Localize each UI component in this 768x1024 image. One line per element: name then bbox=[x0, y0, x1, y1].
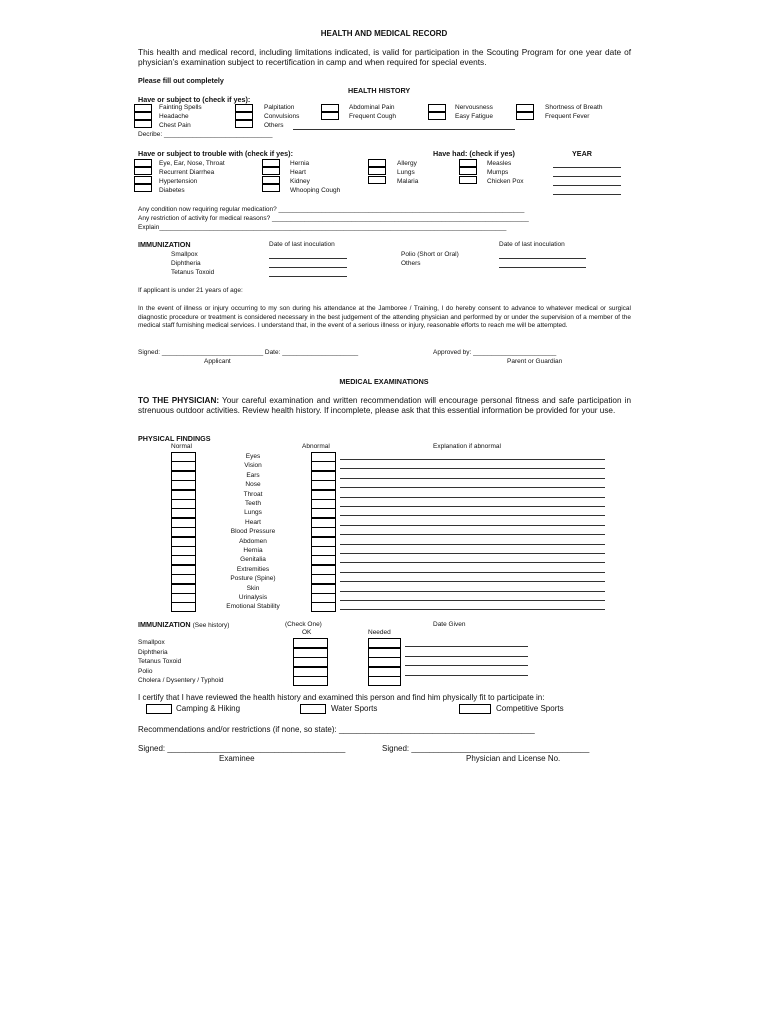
condition-label: Eye, Ear, Nose, Throat bbox=[159, 160, 225, 167]
needed-label: Needed bbox=[368, 629, 391, 636]
condition-label: Chest Pain bbox=[159, 122, 191, 129]
condition-label: Convulsions bbox=[264, 113, 300, 120]
checkbox-whooping-cough[interactable] bbox=[262, 184, 280, 192]
explain-field[interactable]: Explain________________________________________________________________________________________________ bbox=[138, 224, 507, 231]
page-title: HEALTH AND MEDICAL RECORD bbox=[320, 29, 448, 38]
date-given-line[interactable] bbox=[405, 646, 528, 647]
immunization2-heading: IMMUNIZATION bbox=[138, 620, 191, 629]
consent-paragraph: In the event of illness or injury occurring to my son during his attendance at the Jamboree / Training, I do hereby consent to advance to whatever medical or surgical diagnostic procedure or treatment is considered necessary in the best judgement of the attending physician and performed by or under the supervision of a member of the medical staff furnishing medical services. I understand that, in the event of a serious illness or injury, reasonable efforts to reach me will be attempted. bbox=[138, 305, 631, 330]
certify-statement: I certify that I have reviewed the health history and examined this person and find him physically fit to participate in: bbox=[138, 693, 545, 702]
checkbox-hernia[interactable] bbox=[262, 159, 280, 167]
physician-instructions bbox=[138, 396, 631, 416]
health-history-heading: HEALTH HISTORY bbox=[348, 86, 411, 95]
checkbox-lungs[interactable] bbox=[368, 167, 386, 175]
date-line[interactable] bbox=[499, 258, 586, 259]
explanation-line[interactable] bbox=[340, 600, 605, 601]
abnormal-checkbox[interactable] bbox=[311, 602, 336, 612]
date-given-line[interactable] bbox=[405, 656, 528, 657]
checkbox-recurrent-diarrhea[interactable] bbox=[134, 167, 152, 175]
checkbox-fainting-spells[interactable] bbox=[134, 104, 152, 112]
examinee-label: Examinee bbox=[219, 754, 255, 763]
checkbox-measles[interactable] bbox=[459, 159, 477, 167]
others-line[interactable] bbox=[293, 129, 515, 130]
checkbox-frequent-cough[interactable] bbox=[321, 112, 339, 120]
checkbox-headache[interactable] bbox=[134, 112, 152, 120]
explanation-line[interactable] bbox=[340, 562, 605, 563]
explanation-line[interactable] bbox=[340, 544, 605, 545]
condition-label: Shortness of Breath bbox=[545, 104, 603, 111]
finding-label: Urinalysis bbox=[238, 594, 268, 601]
checkbox-camping-hiking[interactable] bbox=[146, 704, 172, 714]
physician-license-label: Physician and License No. bbox=[466, 754, 561, 763]
needed-checkbox[interactable] bbox=[368, 657, 401, 667]
needed-checkbox[interactable] bbox=[368, 667, 401, 677]
explanation-line[interactable] bbox=[340, 572, 605, 573]
explanation-label: Explanation if abnormal bbox=[433, 443, 501, 450]
check-one-label: (Check One) bbox=[285, 621, 322, 628]
have-had-label: Have had: (check if yes) bbox=[433, 149, 515, 158]
ok-checkbox[interactable] bbox=[293, 667, 328, 677]
explanation-line[interactable] bbox=[340, 487, 605, 488]
condition-label: Whooping Cough bbox=[290, 187, 341, 194]
date-line[interactable] bbox=[499, 267, 586, 268]
vaccine-label: Polio (Short or Oral) bbox=[401, 251, 459, 258]
date-last-inoculation-label: Date of last inoculation bbox=[499, 241, 565, 248]
trouble-label: Have or subject to trouble with (check if yes): bbox=[138, 149, 293, 158]
subject-to-label: Have or subject to (check if yes): bbox=[138, 95, 251, 104]
checkbox-chest-pain[interactable] bbox=[134, 120, 152, 128]
explanation-line[interactable] bbox=[340, 591, 605, 592]
immunization2-heading-row bbox=[138, 620, 229, 630]
checkbox-nervousness[interactable] bbox=[428, 104, 446, 112]
vaccine-label: Cholera / Dysentery / Typhoid bbox=[138, 677, 224, 684]
date-line[interactable] bbox=[269, 267, 347, 268]
vaccine-label: Smallpox bbox=[138, 639, 165, 646]
year-label: YEAR bbox=[572, 149, 592, 158]
vaccine-label: Others bbox=[401, 260, 421, 267]
describe-field[interactable]: Decribe: ______________________________ bbox=[138, 131, 273, 138]
finding-label: Extremities bbox=[236, 565, 270, 573]
physician-text: Your careful examination and written recommendation will encourage personal fitness and safe participation in strenuous outdoor activities. Review health history. If incomplete, please ask that this essential information be provided for your use. bbox=[138, 396, 631, 415]
checkbox-frequent-fever[interactable] bbox=[516, 112, 534, 120]
date-given-line[interactable] bbox=[405, 665, 528, 666]
explanation-line[interactable] bbox=[340, 525, 605, 526]
immunization-heading: IMMUNIZATION bbox=[138, 240, 191, 249]
activity-label: Camping & Hiking bbox=[176, 704, 241, 713]
condition-label: Diabetes bbox=[159, 187, 185, 194]
physician-label: TO THE PHYSICIAN: bbox=[138, 396, 220, 405]
explanation-line[interactable] bbox=[340, 581, 605, 582]
checkbox-others[interactable] bbox=[235, 120, 253, 128]
condition-label: Abdominal Pain bbox=[349, 104, 395, 111]
checkbox-abdominal-pain[interactable] bbox=[321, 104, 339, 112]
explanation-line[interactable] bbox=[340, 468, 605, 469]
vaccine-label: Tetanus Toxoid bbox=[171, 269, 215, 276]
checkbox-competitive-sports[interactable] bbox=[459, 704, 491, 714]
condition-label: Malaria bbox=[397, 178, 419, 185]
finding-label: Abdomen bbox=[239, 537, 267, 545]
date-line[interactable] bbox=[269, 276, 347, 277]
date-last-inoculation-label: Date of last inoculation bbox=[269, 241, 335, 248]
explanation-line[interactable] bbox=[340, 534, 605, 535]
applicant-under-21: If applicant is under 21 years of age: bbox=[138, 287, 243, 294]
checkbox-heart[interactable] bbox=[262, 167, 280, 175]
checkbox-allergy[interactable] bbox=[368, 159, 386, 167]
finding-label: Nose bbox=[245, 481, 261, 489]
finding-label: Posture (Spine) bbox=[230, 575, 276, 583]
date-line[interactable] bbox=[269, 258, 347, 259]
condition-label: Kidney bbox=[290, 178, 310, 185]
explanation-line[interactable] bbox=[340, 497, 605, 498]
year-line[interactable] bbox=[553, 167, 621, 168]
finding-label: Lungs bbox=[244, 509, 262, 517]
intro-paragraph: This health and medical record, including limitations indicated, is valid for participation in the Scouting Program for one year date of physician’s examination subject to recertification in camp and when required for special events. bbox=[138, 47, 631, 67]
checkbox-kidney[interactable] bbox=[262, 176, 280, 184]
checkbox-water-sports[interactable] bbox=[300, 704, 326, 714]
condition-label: Mumps bbox=[487, 169, 509, 176]
explanation-line[interactable] bbox=[340, 478, 605, 479]
condition-label: Measles bbox=[487, 160, 512, 167]
checkbox-convulsions[interactable] bbox=[235, 112, 253, 120]
finding-label: Skin bbox=[246, 584, 260, 592]
abnormal-label: Abnormal bbox=[302, 443, 330, 450]
approved-by-line[interactable]: Approved by: _______________________ bbox=[433, 349, 557, 356]
normal-label: Normal bbox=[171, 443, 192, 450]
condition-label: Easy Fatigue bbox=[455, 113, 493, 120]
condition-label: Lungs bbox=[397, 169, 415, 176]
signed-date-line[interactable]: Signed: ____________________________ Date: _____________________ bbox=[138, 349, 359, 356]
fill-out-note: Please fill out completely bbox=[138, 76, 224, 85]
finding-label: Hernia bbox=[243, 547, 263, 554]
date-given-label: Date Given bbox=[433, 621, 466, 628]
condition-label: Recurrent Diarrhea bbox=[159, 169, 215, 176]
condition-label: Allergy bbox=[397, 160, 417, 167]
condition-label: Hypertension bbox=[159, 178, 198, 185]
year-line[interactable] bbox=[553, 185, 621, 186]
ok-checkbox[interactable] bbox=[293, 648, 328, 658]
applicant-label: Applicant bbox=[204, 358, 231, 365]
parent-guardian-label: Parent or Guardian bbox=[507, 358, 563, 365]
ok-checkbox[interactable] bbox=[293, 676, 328, 686]
ok-checkbox[interactable] bbox=[293, 638, 328, 648]
see-history-note: (See history) bbox=[192, 622, 230, 629]
condition-label: Others bbox=[264, 122, 284, 129]
recommendations-field[interactable]: Recommendations and/or restrictions (if none, so state): ____________________________________________ bbox=[138, 725, 535, 734]
condition-label: Palpitation bbox=[264, 104, 295, 111]
finding-label: Teeth bbox=[245, 500, 261, 507]
needed-checkbox[interactable] bbox=[368, 648, 401, 658]
finding-label: Ears bbox=[246, 471, 260, 479]
checkbox-eent[interactable] bbox=[134, 159, 152, 167]
vaccine-label: Diphtheria bbox=[138, 648, 168, 656]
ok-label: OK bbox=[302, 629, 312, 636]
finding-label: Genitalia bbox=[240, 556, 266, 564]
condition-label: Chicken Pox bbox=[487, 178, 524, 185]
checkbox-malaria[interactable] bbox=[368, 176, 386, 184]
date-given-line[interactable] bbox=[405, 675, 528, 676]
checkbox-diabetes[interactable] bbox=[134, 184, 152, 192]
regular-medication-field[interactable]: Any condition now requiring regular medication? ____________________________________________________________________ bbox=[138, 206, 525, 213]
vaccine-label: Tetanus Toxoid bbox=[138, 658, 182, 665]
condition-label: Nervousness bbox=[455, 104, 493, 111]
checkbox-hypertension[interactable] bbox=[134, 176, 152, 184]
explanation-line[interactable] bbox=[340, 506, 605, 507]
condition-label: Hernia bbox=[290, 160, 310, 167]
year-line[interactable] bbox=[553, 194, 621, 195]
finding-label: Blood Pressure bbox=[230, 528, 276, 536]
activity-label: Competitive Sports bbox=[496, 704, 564, 713]
vaccine-label: Diphtheria bbox=[171, 260, 201, 267]
explanation-line[interactable] bbox=[340, 553, 605, 554]
vaccine-label: Smallpox bbox=[171, 251, 198, 258]
checkbox-easy-fatigue[interactable] bbox=[428, 112, 446, 120]
signed-examinee-line[interactable]: Signed: ________________________________________ bbox=[138, 744, 346, 753]
physical-findings-heading: PHYSICAL FINDINGS bbox=[138, 434, 211, 443]
condition-label: Frequent Cough bbox=[349, 113, 396, 120]
checkbox-palpitation[interactable] bbox=[235, 104, 253, 112]
needed-checkbox[interactable] bbox=[368, 676, 401, 686]
finding-label: Emotional Stability bbox=[226, 603, 280, 611]
explanation-line[interactable] bbox=[340, 609, 605, 610]
activity-restriction-field[interactable]: Any restriction of activity for medical reasons? _______________________________________________________________________ bbox=[138, 215, 529, 222]
condition-label: Fainting Spells bbox=[159, 104, 202, 111]
condition-label: Heart bbox=[290, 169, 306, 176]
finding-label: Heart bbox=[245, 518, 261, 526]
explanation-line[interactable] bbox=[340, 515, 605, 516]
normal-checkbox[interactable] bbox=[171, 602, 196, 612]
finding-label: Vision bbox=[244, 462, 262, 470]
condition-label: Headache bbox=[159, 113, 189, 120]
needed-checkbox[interactable] bbox=[368, 638, 401, 648]
vaccine-label: Polio bbox=[138, 667, 153, 675]
checkbox-shortness-of-breath[interactable] bbox=[516, 104, 534, 112]
year-line[interactable] bbox=[553, 176, 621, 177]
explanation-line[interactable] bbox=[340, 459, 605, 460]
activity-label: Water Sports bbox=[331, 704, 378, 713]
finding-label: Eyes bbox=[245, 453, 261, 460]
signed-physician-line[interactable]: Signed: ________________________________________ bbox=[382, 744, 590, 753]
checkbox-chicken-pox[interactable] bbox=[459, 176, 477, 184]
checkbox-mumps[interactable] bbox=[459, 167, 477, 175]
medical-exam-heading: MEDICAL EXAMINATIONS bbox=[339, 377, 429, 386]
finding-label: Throat bbox=[243, 490, 263, 498]
condition-label: Frequent Fever bbox=[545, 113, 590, 120]
ok-checkbox[interactable] bbox=[293, 657, 328, 667]
